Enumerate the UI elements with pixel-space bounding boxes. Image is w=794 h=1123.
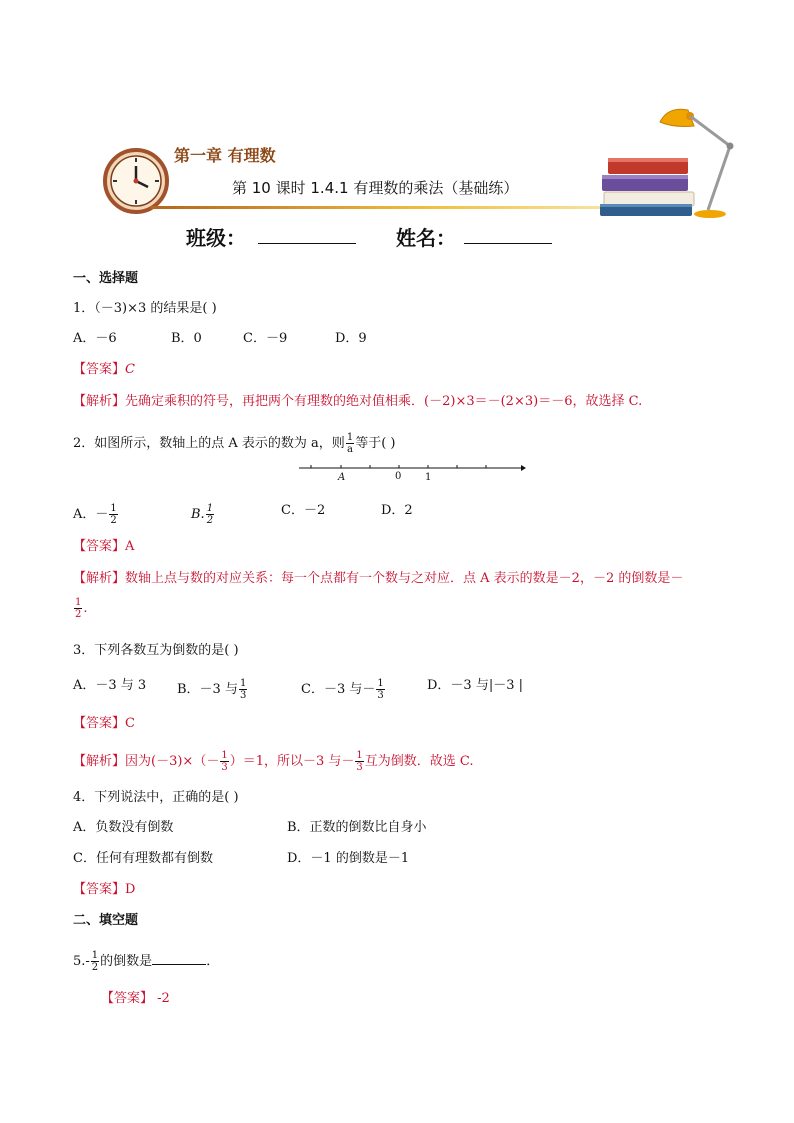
axis-label-a: A: [338, 472, 346, 483]
fraction: $\frac{1}{2}$: [110, 503, 117, 526]
chapter-title: 第一章 有理数: [174, 146, 276, 165]
q4-stem: 4．下列说法中，正确的是( ): [73, 790, 239, 805]
q2-option-d[interactable]: D．2: [381, 503, 413, 518]
fraction: $\frac{1}{3}$: [239, 678, 247, 701]
class-label: 班级：: [186, 226, 246, 250]
q3-options: [73, 678, 573, 706]
books-lamp-icon: [598, 98, 743, 222]
q3-option-a[interactable]: A．－3 与 3: [73, 678, 147, 693]
fraction: $\frac{1}{3}$: [221, 750, 228, 773]
fraction: $\frac{1}{a}$: [346, 432, 354, 455]
name-blank[interactable]: [464, 243, 552, 244]
q4-option-a[interactable]: A．负数没有倒数: [73, 820, 174, 835]
q1-analysis-calc: (－2)×3＝－(2×3)＝－6，故选择 C.: [424, 394, 643, 409]
q2-options: [73, 503, 493, 531]
q1-analysis-text: 先确定乘积的符号，再把两个有理数的绝对值相乘．: [125, 394, 425, 409]
q5-answer: 【答案】 -2: [101, 991, 170, 1006]
q2-option-a[interactable]: A．－ $\frac{1}{2}$: [73, 503, 117, 526]
class-blank[interactable]: [258, 243, 356, 244]
q1-answer-value: C: [125, 362, 135, 377]
fraction: $\frac{1}{2}$: [75, 597, 82, 620]
q4-option-d[interactable]: D．－1 的倒数是－1: [287, 851, 410, 866]
fraction: $\frac{1}{2}$: [206, 503, 214, 526]
q2-analysis-fraction: $\frac{1}{2}$ .: [75, 597, 88, 620]
q3-option-d[interactable]: D．－3 与|－3 |: [427, 678, 523, 693]
q1-option-c[interactable]: C．－9: [243, 331, 288, 346]
q2-option-b[interactable]: B. $\frac{1}{2}$: [191, 503, 214, 526]
q1-option-d[interactable]: D．9: [335, 331, 367, 346]
clock-icon: [103, 148, 169, 214]
section-choice: 一、选择题: [73, 271, 139, 286]
fraction: $\frac{1}{3}$: [356, 750, 363, 773]
q3-option-b[interactable]: B．－3 与 $\frac{1}{3}$: [177, 678, 247, 701]
q3-answer: 【答案】C: [73, 716, 135, 731]
fraction: $\frac{1}{3}$: [377, 678, 384, 701]
analysis-tag: 【解析】: [73, 394, 126, 409]
q3-option-c[interactable]: C．－3 与－ $\frac{1}{3}$: [301, 678, 384, 701]
header-divider: [150, 206, 620, 209]
q3-stem: 3．下列各数互为倒数的是( ): [73, 643, 239, 658]
q2-analysis: 【解析】数轴上点与数的对应关系：每一个点都有一个数与之对应．点 A 表示的数是－2，－2 的倒数是－: [73, 571, 684, 586]
q2-stem: 2．如图所示，数轴上的点 A 表示的数为 a，则 $\frac{1}{a}$ 等于( ): [73, 432, 396, 455]
q5-blank[interactable]: [152, 964, 206, 965]
number-line: [295, 460, 527, 486]
axis-label-1: 1: [425, 472, 432, 483]
q2-option-c[interactable]: C．－2: [281, 503, 326, 518]
q1-option-b[interactable]: B．0: [171, 331, 202, 346]
name-label: 姓名：: [396, 226, 456, 250]
lesson-title: 第 10 课时 1.4.1 有理数的乘法（基础练）: [232, 179, 519, 197]
q3-analysis: 【解析】因为(－3)×（－ $\frac{1}{3}$ ）＝1，所以－3 与－ $\frac{1}{3}$ 互为倒数．故选 C.: [73, 750, 474, 773]
section-fill: 二、填空题: [73, 913, 139, 928]
axis-label-0: 0: [395, 471, 402, 482]
q1-answer: [73, 362, 135, 378]
q1-stem: 1．（－3)×3 的结果是( ): [73, 301, 217, 316]
q4-option-b[interactable]: B．正数的倒数比自身小: [287, 820, 427, 835]
q4-option-c[interactable]: C．任何有理数都有倒数: [73, 851, 213, 866]
q1-option-a[interactable]: A．－6: [73, 331, 117, 346]
q5-stem: 5.- $\frac{1}{2}$ 的倒数是 ．: [73, 950, 220, 973]
answer-tag: 【答案】: [73, 362, 126, 377]
q4-answer: 【答案】D: [73, 882, 136, 897]
q1-analysis: [73, 394, 642, 410]
q2-answer: 【答案】A: [73, 539, 135, 554]
fraction: $\frac{1}{2}$: [91, 950, 99, 973]
